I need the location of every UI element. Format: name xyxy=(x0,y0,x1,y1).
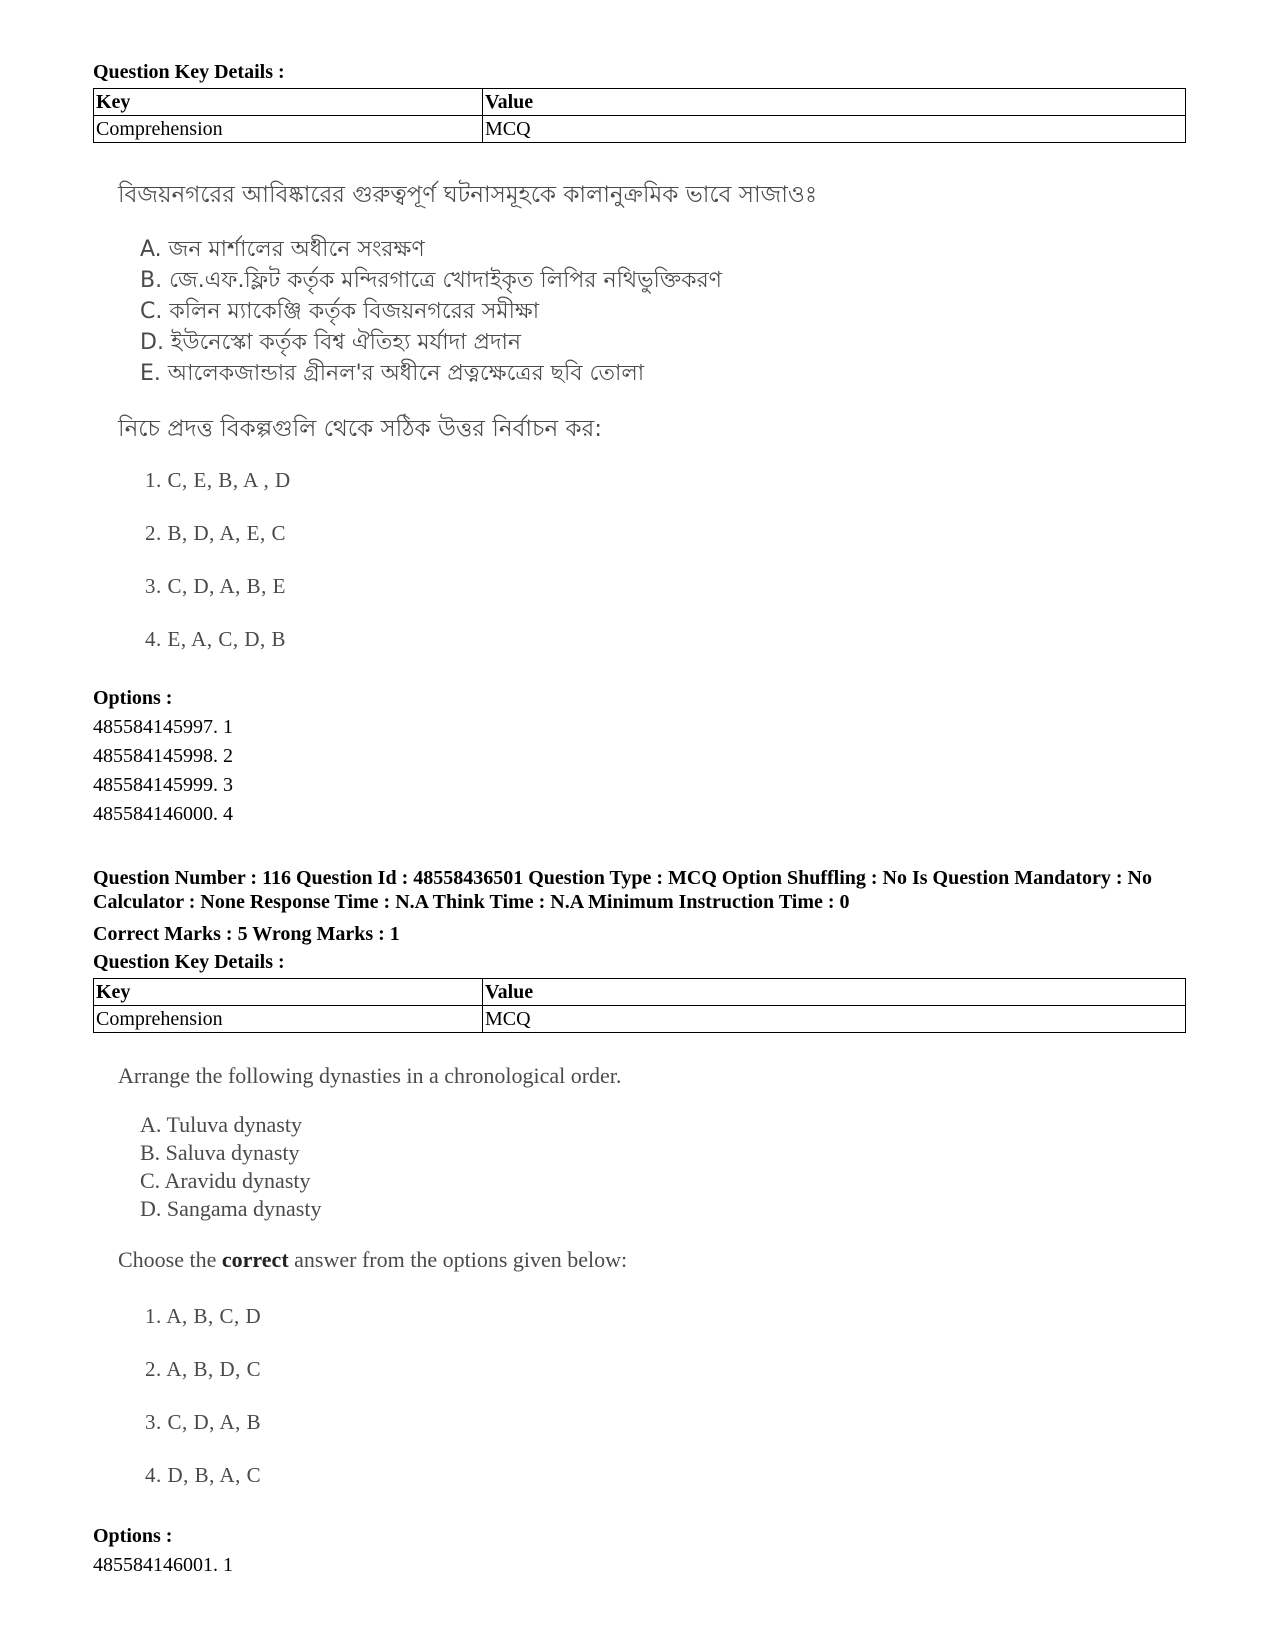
table-cell-value: MCQ xyxy=(483,116,1186,143)
table-header-row xyxy=(94,979,1186,1006)
key-details-heading: Question Key Details : xyxy=(93,61,285,83)
table-row xyxy=(94,1006,1186,1033)
table-cell-key: Comprehension xyxy=(94,1006,483,1033)
answer-choice: 1. A, B, C, D xyxy=(145,1304,262,1328)
answer-choice: 4. E, A, C, D, B xyxy=(145,627,287,651)
table-cell-key: Comprehension xyxy=(94,116,483,143)
option-item: 485584145998. 2 xyxy=(93,745,233,767)
key-value-table xyxy=(93,88,1186,143)
list-item: D. Sangama dynasty xyxy=(140,1196,322,1221)
table-header-row xyxy=(94,89,1186,116)
options-heading: Options : xyxy=(93,687,173,709)
list-item: B. Saluva dynasty xyxy=(140,1140,300,1165)
table-row xyxy=(94,116,1186,143)
answer-choice: 2. B, D, A, E, C xyxy=(145,521,287,545)
answer-choice: 1. C, E, B, A , D xyxy=(145,468,291,492)
list-item: B. জে.এফ.ফ্লিট কর্তৃক মন্দিরগাত্রে খোদাইকৃত লিপির নথিভুক্তিকরণ xyxy=(140,268,722,293)
question-meta: Question Number : 116 Question Id : 48558436501 Question Type : MCQ Option Shuffling : No Is Question Mandatory : No Calculator : None Response Time : N.A Think Time : N.A Minimum Instruction Time : 0 xyxy=(93,867,1152,913)
answer-choice: 4. D, B, A, C xyxy=(145,1463,262,1487)
key-details-heading: Question Key Details : xyxy=(93,951,285,973)
list-item: E. আলেকজান্ডার গ্রীনল'র অধীনে প্রত্নক্ষেত্রের ছবি তোলা xyxy=(140,361,645,386)
option-item: 485584146001. 1 xyxy=(93,1554,233,1576)
instruction-bold: correct xyxy=(221,1247,289,1272)
table-cell-value: MCQ xyxy=(483,1006,1186,1033)
answer-choice: 2. A, B, D, C xyxy=(145,1357,262,1381)
options-heading: Options : xyxy=(93,1525,173,1547)
instruction-text: নিচে প্রদত্ত বিকল্পগুলি থেকে সঠিক উত্তর নির্বাচন কর: xyxy=(118,416,602,442)
key-value-table xyxy=(93,978,1186,1033)
list-item: A. জন মার্শালের অধীনে সংরক্ষণ xyxy=(140,237,425,262)
table-header-value: Value xyxy=(483,89,1186,116)
list-item: D. ইউনেস্কো কর্তৃক বিশ্ব ঐতিহ্য মর্যাদা প্রদান xyxy=(140,330,522,355)
marks-line: Correct Marks : 5 Wrong Marks : 1 xyxy=(93,923,400,945)
option-item: 485584146000. 4 xyxy=(93,803,233,825)
instruction-text xyxy=(118,1247,627,1273)
table-header-key: Key xyxy=(94,979,483,1006)
question-text: Arrange the following dynasties in a chronological order. xyxy=(118,1063,622,1088)
instruction-post: answer from the options given below: xyxy=(288,1247,628,1272)
question-text: বিজয়নগরের আবিষ্কারের গুরুত্বপূর্ণ ঘটনাসমূহকে কালানুক্রমিক ভাবে সাজাওঃ xyxy=(118,182,818,208)
answer-choice: 3. C, D, A, B xyxy=(145,1410,262,1434)
table-header-key: Key xyxy=(94,89,483,116)
option-item: 485584145997. 1 xyxy=(93,716,233,738)
instruction-pre: Choose the xyxy=(118,1247,222,1272)
list-item: C. কলিন ম্যাকেঞ্জি কর্তৃক বিজয়নগরের সমীক্ষা xyxy=(140,299,540,324)
answer-choice: 3. C, D, A, B, E xyxy=(145,574,287,598)
list-item: A. Tuluva dynasty xyxy=(140,1112,302,1137)
list-item: C. Aravidu dynasty xyxy=(140,1168,311,1193)
option-item: 485584145999. 3 xyxy=(93,774,233,796)
table-header-value: Value xyxy=(483,979,1186,1006)
